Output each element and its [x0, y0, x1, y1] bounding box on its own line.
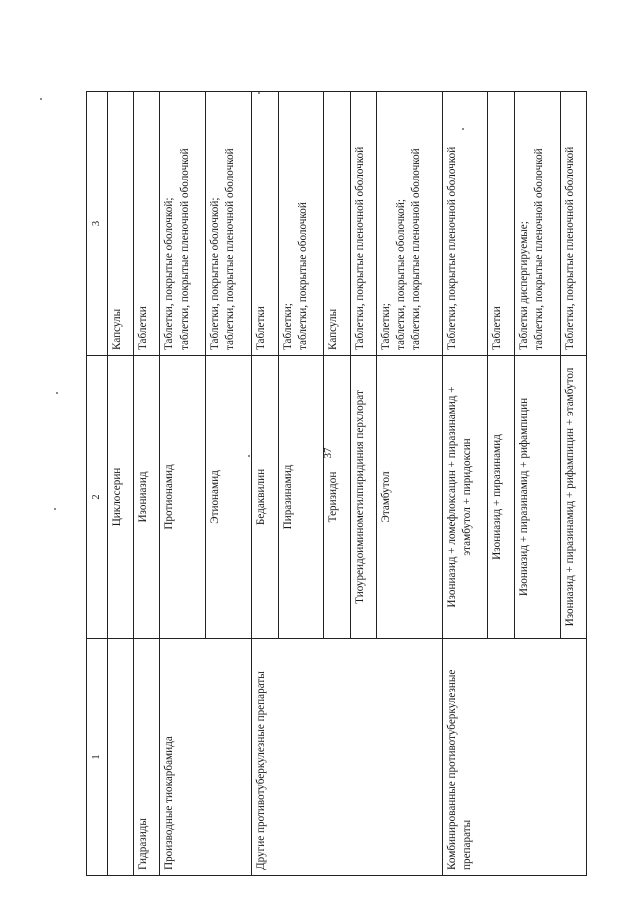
drug-name-cell: Изониазид + пиразинамид + рифампицин + этамбутол: [560, 356, 586, 639]
dosage-form-line: таблетки, покрытые пленочной оболочкой: [410, 148, 423, 350]
dosage-form-cell: [160, 92, 206, 356]
dosage-form-cell: [488, 92, 514, 356]
scan-speck: [56, 392, 58, 394]
drug-name-cell: Тиоуреидоиминометилпиридиния перхлорат: [350, 356, 376, 639]
dosage-form-cell: [252, 92, 278, 356]
dosage-form-line: Таблетки диспергируемые;: [517, 221, 530, 350]
dosage-form-cell: [134, 92, 160, 356]
dosage-form-cell: [108, 92, 134, 356]
dosage-form-cell: [560, 92, 586, 356]
drug-table: [86, 91, 587, 876]
dosage-form-line: Таблетки, покрытые пленочной оболочкой: [445, 146, 458, 350]
drug-name-cell: Протионамид: [160, 356, 206, 639]
drug-name-cell: Теризидон: [324, 356, 350, 639]
group-cell: Гидразиды: [134, 639, 160, 876]
dosage-form-line: таблетки, покрытые пленочной оболочкой: [178, 148, 191, 350]
dosage-form-line: Капсулы: [111, 308, 123, 350]
rotated-table-wrapper: [86, 92, 587, 876]
drug-name-cell: Изониазид + пиразинамид: [488, 356, 514, 639]
column-header-3: 3: [87, 92, 108, 356]
dosage-form-line: Таблетки: [255, 306, 268, 350]
dosage-form-line: Таблетки, покрытые оболочкой;: [209, 197, 222, 350]
dosage-form-line: таблетки, покрытые пленочной оболочкой: [532, 148, 545, 350]
column-header-1: 1: [87, 639, 108, 876]
dosage-form-line: Таблетки: [137, 306, 150, 350]
dosage-form-cell: [350, 92, 376, 356]
dosage-form-line: Таблетки, покрытые оболочкой;: [163, 197, 176, 350]
dosage-form-line: таблетки, покрытые пленочной оболочкой: [224, 148, 237, 350]
drug-name-cell: Этамбутол: [376, 356, 442, 639]
drug-name-cell: Этионамид: [206, 356, 252, 639]
dosage-form-line: Таблетки: [491, 306, 504, 350]
dosage-form-cell: [278, 92, 324, 356]
group-cell: Производные тиокарбамида: [160, 639, 252, 876]
dosage-form-line: Капсулы: [327, 308, 340, 350]
column-header-2: 2: [87, 356, 108, 639]
dosage-form-cell: [442, 92, 488, 356]
group-cell: Комбинированные противотуберкулезные препараты: [442, 639, 586, 876]
dosage-form-line: Таблетки, покрытые пленочной оболочкой: [353, 146, 366, 350]
dosage-form-line: Таблетки;: [379, 303, 392, 350]
dosage-form-cell: [514, 92, 560, 356]
group-cell: [108, 639, 134, 876]
scan-speck: [40, 98, 42, 100]
dosage-form-line: Таблетки;: [281, 303, 294, 350]
drug-name-cell: Бедаквилин: [252, 356, 278, 639]
dosage-form-cell: [376, 92, 442, 356]
group-cell: Другие противотуберкулезные препараты: [252, 639, 442, 876]
page-number: 37: [322, 447, 334, 459]
dosage-form-line: таблетки, покрытые оболочкой: [296, 202, 309, 350]
dosage-form-cell: [324, 92, 350, 356]
table-row: [252, 92, 278, 876]
dosage-form-line: таблетки, покрытые оболочкой;: [395, 199, 408, 350]
table-row: [108, 92, 134, 876]
drug-name-cell: Изониазид + ломефлоксацин + пиразинамид + этамбутол + пиридоксин: [442, 356, 488, 639]
drug-name-cell: Циклосерин: [108, 356, 134, 639]
table-row: [160, 92, 206, 876]
drug-name-cell: Изониазид + пиразинамид + рифампицин: [514, 356, 560, 639]
dosage-form-line: Таблетки, покрытые пленочной оболочкой: [563, 146, 576, 350]
table-body: [108, 92, 587, 876]
drug-name-cell: Изониазид: [134, 356, 160, 639]
scan-speck: [54, 508, 56, 510]
dosage-form-cell: [206, 92, 252, 356]
table-row: [442, 92, 488, 876]
drug-name-cell: Пиразинамид: [278, 356, 324, 639]
table-row: [134, 92, 160, 876]
table-header-row: [87, 92, 108, 876]
